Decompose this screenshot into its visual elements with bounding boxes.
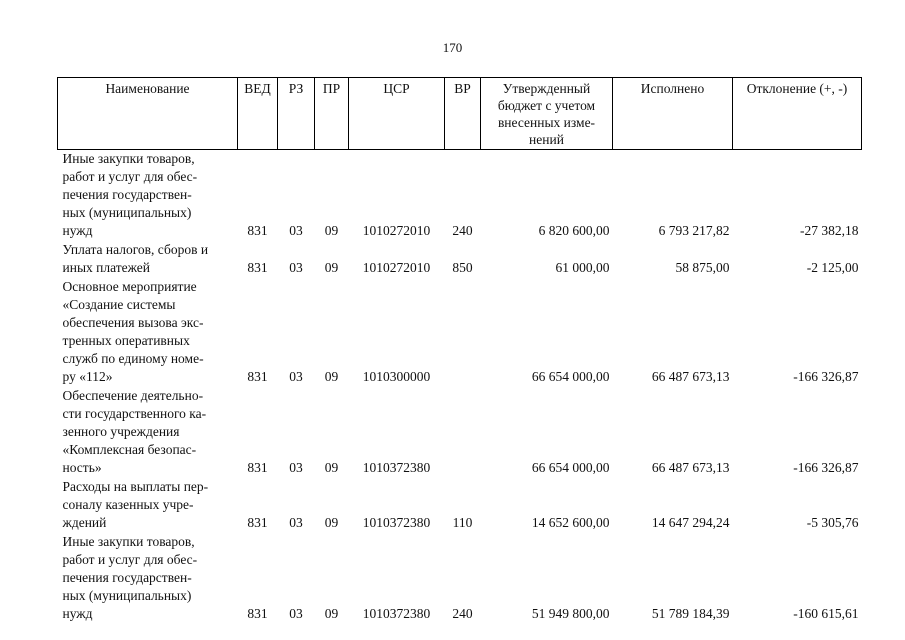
row-name-line: Уплата налогов, сборов и	[62, 242, 209, 257]
row-approved: 61 000,00	[555, 260, 610, 275]
row-name	[58, 478, 238, 533]
row-executed: 51 789 184,39	[651, 606, 730, 621]
row-ved: 831	[247, 369, 268, 384]
row-name-line: зенного учреждения	[62, 424, 180, 439]
row-approved: 14 652 600,00	[531, 515, 610, 530]
row-vr: 240	[452, 606, 473, 621]
row-name	[58, 150, 238, 242]
row-ved: 831	[247, 606, 268, 621]
row-pr: 09	[324, 260, 339, 275]
row-vr: 850	[452, 260, 473, 275]
row-name-line: ных (муниципальных)	[62, 588, 192, 603]
header-rz: РЗ	[278, 78, 315, 150]
row-deviation: -160 615,61	[793, 606, 859, 621]
row-name-line: нужд	[62, 223, 93, 238]
row-name-line: работ и услуг для обес-	[62, 169, 198, 184]
header-pr: ПР	[315, 78, 349, 150]
row-deviation: -2 125,00	[806, 260, 859, 275]
header-ved: ВЕД	[238, 78, 278, 150]
row-ved: 831	[247, 260, 268, 275]
row-pr: 09	[324, 369, 339, 384]
row-rz: 03	[289, 369, 303, 384]
header-csr: ЦСР	[349, 78, 445, 150]
row-name-line: ру «112»	[62, 369, 113, 384]
row-ved: 831	[247, 460, 268, 475]
row-csr: 1010372380	[362, 606, 431, 621]
table-row	[58, 478, 862, 533]
header-executed: Исполнено	[613, 78, 733, 150]
row-vr: 240	[452, 223, 473, 238]
row-pr: 09	[324, 515, 339, 530]
row-name-line: соналу казенных учре-	[62, 497, 194, 512]
row-name-line: Основное мероприятие	[62, 279, 197, 294]
row-name-line: Расходы на выплаты пер-	[62, 479, 209, 494]
row-name-line: работ и услуг для обес-	[62, 552, 198, 567]
row-name	[58, 241, 238, 278]
row-csr: 1010372380	[362, 460, 431, 475]
row-rz: 03	[289, 606, 303, 621]
table-row	[58, 533, 862, 624]
row-pr: 09	[324, 223, 339, 238]
table-row	[58, 241, 862, 278]
row-pr: 09	[324, 606, 339, 621]
row-rz: 03	[289, 260, 303, 275]
header-vr: ВР	[445, 78, 481, 150]
table-row	[58, 278, 862, 387]
row-executed: 66 487 673,13	[651, 460, 730, 475]
table-row	[58, 387, 862, 478]
row-rz: 03	[289, 515, 303, 530]
row-name-line: «Комплексная безопас-	[62, 442, 197, 457]
row-name-line: нужд	[62, 606, 93, 621]
row-pr: 09	[324, 460, 339, 475]
row-approved: 6 820 600,00	[538, 223, 610, 238]
row-ved: 831	[247, 515, 268, 530]
row-approved: 66 654 000,00	[531, 369, 610, 384]
row-deviation: -27 382,18	[800, 223, 859, 238]
row-executed: 58 875,00	[675, 260, 730, 275]
row-name-line: Иные закупки товаров,	[62, 151, 195, 166]
table-row	[58, 150, 862, 242]
row-executed: 6 793 217,82	[658, 223, 730, 238]
row-rz: 03	[289, 460, 303, 475]
row-csr: 1010372380	[362, 515, 431, 530]
row-name-line: служб по единому номе-	[62, 351, 204, 366]
row-name	[58, 387, 238, 478]
row-ved: 831	[247, 223, 268, 238]
row-name-line: ность»	[62, 460, 102, 475]
row-csr: 1010300000	[362, 369, 431, 384]
row-approved: 66 654 000,00	[531, 460, 610, 475]
row-executed: 14 647 294,24	[651, 515, 730, 530]
row-name-line: Иные закупки товаров,	[62, 534, 195, 549]
row-approved: 51 949 800,00	[531, 606, 610, 621]
row-name-line: сти государственного ка-	[62, 406, 207, 421]
row-name-line: иных платежей	[62, 260, 151, 275]
row-name-line: Обеспечение деятельно-	[62, 388, 204, 403]
row-name-line: печения государствен-	[62, 570, 192, 585]
header-deviation: Отклонение (+, -)	[733, 78, 862, 150]
header-approved: Утвержденный бюджет с учетом внесенных изме- нений	[481, 78, 613, 150]
row-executed: 66 487 673,13	[651, 369, 730, 384]
row-deviation: -166 326,87	[793, 369, 859, 384]
row-name-line: «Создание системы	[62, 297, 176, 312]
row-vr	[445, 278, 481, 387]
header-name: Наименование	[58, 78, 238, 150]
row-deviation: -5 305,76	[806, 515, 859, 530]
row-vr	[445, 387, 481, 478]
budget-table	[57, 77, 862, 624]
row-name-line: ждений	[62, 515, 107, 530]
row-name	[58, 278, 238, 387]
row-name-line: печения государствен-	[62, 187, 192, 202]
table-body	[58, 150, 862, 625]
row-rz: 03	[289, 223, 303, 238]
page-number: 170	[442, 40, 463, 55]
table-header	[58, 78, 862, 150]
row-name-line: тренных оперативных	[62, 333, 190, 348]
row-name-line: обеспечения вызова экс-	[62, 315, 204, 330]
row-name-line: ных (муниципальных)	[62, 205, 192, 220]
row-vr: 110	[452, 515, 473, 530]
row-deviation: -166 326,87	[793, 460, 859, 475]
row-name	[58, 533, 238, 624]
row-csr: 1010272010	[362, 260, 431, 275]
row-csr: 1010272010	[362, 223, 431, 238]
